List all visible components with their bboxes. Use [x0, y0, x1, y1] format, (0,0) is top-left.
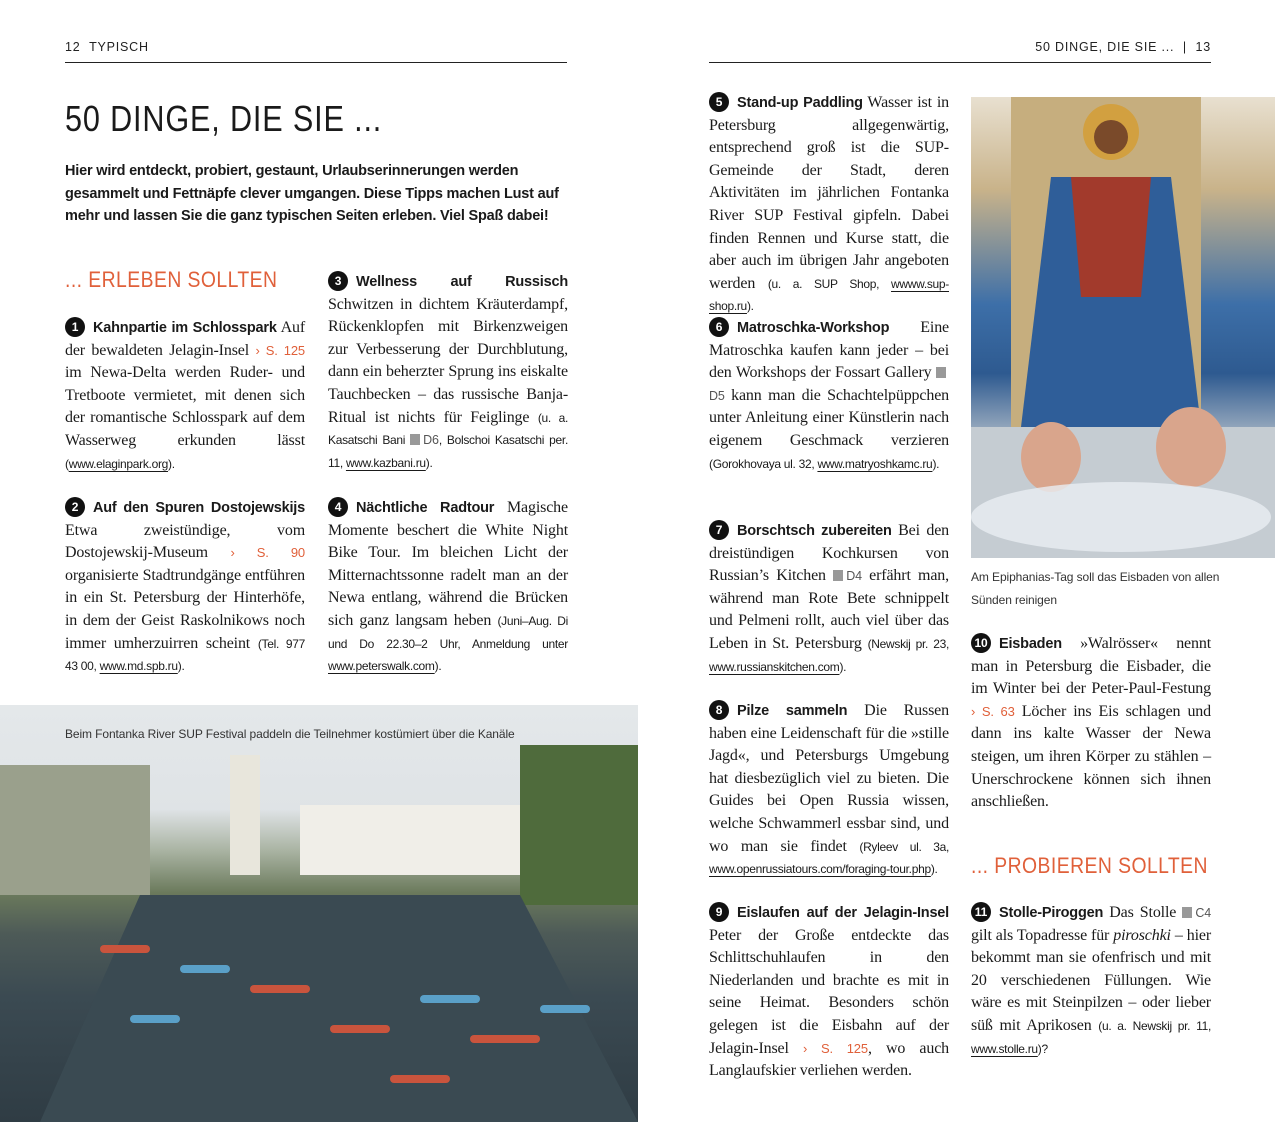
- number-badge: 6: [709, 317, 729, 337]
- body-text: Das Stolle: [1103, 904, 1183, 921]
- tip-item-3: [328, 271, 568, 474]
- tip-title: Kahnpartie im Schlosspark: [93, 320, 277, 336]
- body-text: Peter der Große entdeckte das Schlittschuhlaufen in den Niederlanden und brachte es mit in seine Heimat. Besonders schön gelegen ist die Eisbahn auf der Jelagin-Insel: [709, 926, 949, 1057]
- body-text: »Walrösser« nennt man in Petersburg die Eisbader, die im Winter bei der Peter-Paul-Festung: [971, 635, 1211, 698]
- info-note: ).: [746, 299, 754, 314]
- info-note: ).: [930, 862, 938, 877]
- info-note: (u. a. Newskij pr. 11,: [1098, 1018, 1212, 1033]
- info-note: ).: [425, 455, 433, 470]
- map-reference: C4: [1182, 906, 1211, 920]
- info-note: ).: [932, 456, 940, 471]
- tip-item-6: [709, 317, 949, 475]
- page-reference-link[interactable]: › S. 63: [971, 703, 1015, 719]
- info-note: (Newskij pr. 23,: [867, 636, 949, 651]
- section-heading-probieren: ... PROBIEREN SOLLTEN: [971, 853, 1208, 878]
- map-reference: D6: [410, 433, 439, 447]
- photo-caption: Am Epiphanias-Tag soll das Eisbaden von allen Sünden reinigen: [971, 570, 1220, 607]
- body-text: Wasser ist in Petersburg allgegenwärtig, entsprechend groß ist die SUP-Gemeinde der Stadt, deren Aktivitäten im jährlichen Fontanka River SUP Festival gipfeln. Dabei finden Rennen und Kurse statt, die aber auch im übrigen Jahr angeboten werden: [709, 94, 950, 292]
- info-note: ).: [177, 659, 185, 674]
- tip-item-2: [65, 497, 305, 678]
- section-heading-erleben: ... ERLEBEN SOLLTEN: [65, 267, 278, 292]
- tip-title: Auf den Spuren Dostojewskijs: [93, 500, 305, 516]
- map-reference: D4: [833, 569, 862, 583]
- number-badge: 5: [709, 92, 729, 112]
- tip-item-9: [709, 902, 949, 1083]
- info-note: (Ryleev ul. 3a,: [859, 839, 950, 854]
- web-link[interactable]: wwww.sup-shop.ru: [709, 276, 949, 314]
- info-note: (Juni–Aug. Di und Do 22.30–2 Uhr, Anmeldung unter: [328, 613, 568, 651]
- running-header-right: [1035, 40, 1211, 54]
- photo-caption: Beim Fontanka River SUP Festival paddeln die Teilnehmer kostümiert über die Kanäle: [65, 727, 515, 741]
- intro-text: Hier wird entdeckt, probiert, gestaunt, Urlaubserinnerungen werden gesammelt und Fettnäpfe clever umgangen. Diese Tipps machen Lust auf mehr und lassen Sie die ganz typischen Seiten erleben. Viel Spaß dabei!: [65, 163, 559, 224]
- body-text: Auf der bewaldeten Jelagin-Insel: [65, 319, 305, 359]
- web-link[interactable]: www.stolle.ru: [971, 1041, 1038, 1056]
- chapter-label: 50 DINGE, DIE SIE ...: [1035, 40, 1175, 54]
- sup-festival-photo: [0, 705, 638, 1122]
- tip-title: Nächtliche Radtour: [356, 500, 495, 516]
- number-badge: 4: [328, 497, 348, 517]
- web-link[interactable]: www.russianskitchen.com: [709, 659, 840, 674]
- tip-title: Wellness auf Russisch: [356, 274, 568, 290]
- number-badge: 9: [709, 902, 729, 922]
- info-note: (u. a. SUP Shop,: [767, 276, 892, 291]
- body-text: – hier bekommt man sie ofenfrisch und mit 20 verschiedenen Füllungen. Wie wäre es mit Steinpilzen – oder lieber süß mit Aprikosen: [971, 926, 1211, 1034]
- separator: |: [1182, 40, 1187, 54]
- tip-title: Matroschka-Workshop: [737, 320, 890, 336]
- info-note: (u. a. Kasatschi Bani: [328, 410, 568, 448]
- number-badge: 7: [709, 520, 729, 540]
- body-text: im Newa-Delta werden Ruder- und Tretboote vermietet, mit denen sich der romantische Schlosspark auf dem Wasserweg erkunden lässt: [65, 364, 305, 449]
- number-badge: 2: [65, 497, 85, 517]
- tip-item-1: [65, 317, 305, 475]
- tip-title: Eislaufen auf der Jelagin-Insel: [737, 905, 949, 921]
- number-badge: 1: [65, 317, 85, 337]
- canal-scene-illustration: [0, 705, 638, 1122]
- tip-title: Stolle-Piroggen: [999, 905, 1104, 921]
- tip-title: Pilze sammeln: [737, 703, 848, 719]
- tip-item-10: [971, 633, 1211, 814]
- tip-item-11: [971, 902, 1211, 1060]
- tip-title: Eisbaden: [999, 636, 1062, 652]
- icon-and-bathers-illustration: [971, 97, 1275, 558]
- body-text: Etwa zweistündige, vom Dostojewskij-Museum: [65, 521, 305, 562]
- info-note: ).: [434, 659, 442, 674]
- tip-title: Stand-up Paddling: [737, 95, 863, 111]
- header-rule: [65, 62, 567, 63]
- body-text: organisierte Stadtrundgänge entführen in ein St. Petersburg der Hinterhöfe, in dem der Geist Raskolnikows noch immer umherzuirren scheint: [65, 566, 305, 652]
- tip-item-4: [328, 497, 568, 678]
- body-text: Magische Momente beschert die White Night Bike Tour. Im bleichen Licht der Mitternachtssonne radelt man an der Newa entlang, während die Brücken sich ganz langsam heben: [328, 499, 568, 629]
- info-note: (: [65, 456, 69, 471]
- info-note: ).: [839, 659, 847, 674]
- page-reference-link[interactable]: › S. 125: [802, 1040, 868, 1056]
- number-badge: 8: [709, 700, 729, 720]
- header-rule: [709, 62, 1211, 63]
- web-link[interactable]: www.elaginpark.org: [68, 456, 169, 471]
- tip-item-7: [709, 520, 949, 678]
- page-reference-link[interactable]: › S. 90: [230, 545, 305, 561]
- info-note: )?: [1037, 1041, 1048, 1056]
- tip-item-8: [709, 700, 949, 881]
- page-reference-link[interactable]: › S. 125: [255, 342, 306, 358]
- body-text: gilt als Topadresse für: [971, 926, 1114, 944]
- web-link[interactable]: www.kazbani.ru: [345, 455, 426, 470]
- running-header-left: [65, 40, 149, 54]
- number-badge: 11: [971, 902, 991, 922]
- number-badge: 10: [971, 633, 991, 653]
- body-text: Eine Matroschka kaufen kann jeder – bei den Workshops der Fossart Gallery: [709, 319, 949, 382]
- tip-title: Borschtsch zubereiten: [737, 523, 892, 539]
- web-link[interactable]: www.peterswalk.com: [328, 659, 435, 674]
- body-text: , wo auch Langlaufskier verliehen werden.: [709, 1039, 949, 1080]
- web-link[interactable]: www.openrussiatours.com/foraging-tour.php: [709, 862, 931, 877]
- body-text: Schwitzen in dichtem Kräuterdampf, Rückenklopfen mit Birkenzweigen zur Verbesserung der Durchblutung, dann ein beherzter Sprung ins eiskalte Tauchbecken – das russische Banja-Ritual ist nichts für Feiglinge: [328, 295, 568, 426]
- info-note: , Bolschoi Kasatschi per. 11,: [328, 433, 568, 470]
- info-note: (Tel. 977 43 00,: [65, 636, 306, 674]
- page-title: 50 DINGE, DIE SIE ...: [65, 98, 383, 139]
- body-text: erfährt man, während man Rote Bete schnippelt und Pelmeni rollt, auch viel über das Leben in St. Petersburg: [709, 567, 949, 652]
- section-label: TYPISCH: [89, 40, 149, 54]
- info-note: ).: [168, 456, 175, 471]
- tip-item-5: [709, 92, 949, 318]
- body-text: kann man die Schachtelpüppchen unter Anleitung einer Künstlerin nach eigenem Geschmack verzieren: [709, 386, 949, 449]
- map-reference: D5: [709, 366, 949, 403]
- body-text: Löcher ins Eis schlagen und dann ins kalte Wasser der Newa steigen, um ihren Körper zu stählen – Unerschrockene können sich ihnen anschließen.: [971, 702, 1211, 811]
- body-text: Die Russen haben eine Leidenschaft für die »stille Jagd«, und Petersburgs Umgebung hat diesbezüglich viel zu bieten. Die Guides bei Open Russia wissen, welche Schwammerl essbar sind, und wo man sie findet: [709, 702, 949, 855]
- info-note: (Gorokhovaya ul. 32,: [709, 456, 818, 471]
- web-link[interactable]: www.matryoshkamc.ru: [817, 456, 933, 471]
- italic-term: piroschki: [1113, 926, 1171, 944]
- page-number: 12: [65, 40, 81, 54]
- web-link[interactable]: www.md.spb.ru: [99, 659, 178, 674]
- epiphany-ice-bathing-photo: [971, 97, 1275, 558]
- body-text: Bei den dreistündigen Kochkursen von Russian’s Kitchen: [709, 522, 949, 585]
- page-number: 13: [1195, 40, 1211, 54]
- number-badge: 3: [328, 271, 348, 291]
